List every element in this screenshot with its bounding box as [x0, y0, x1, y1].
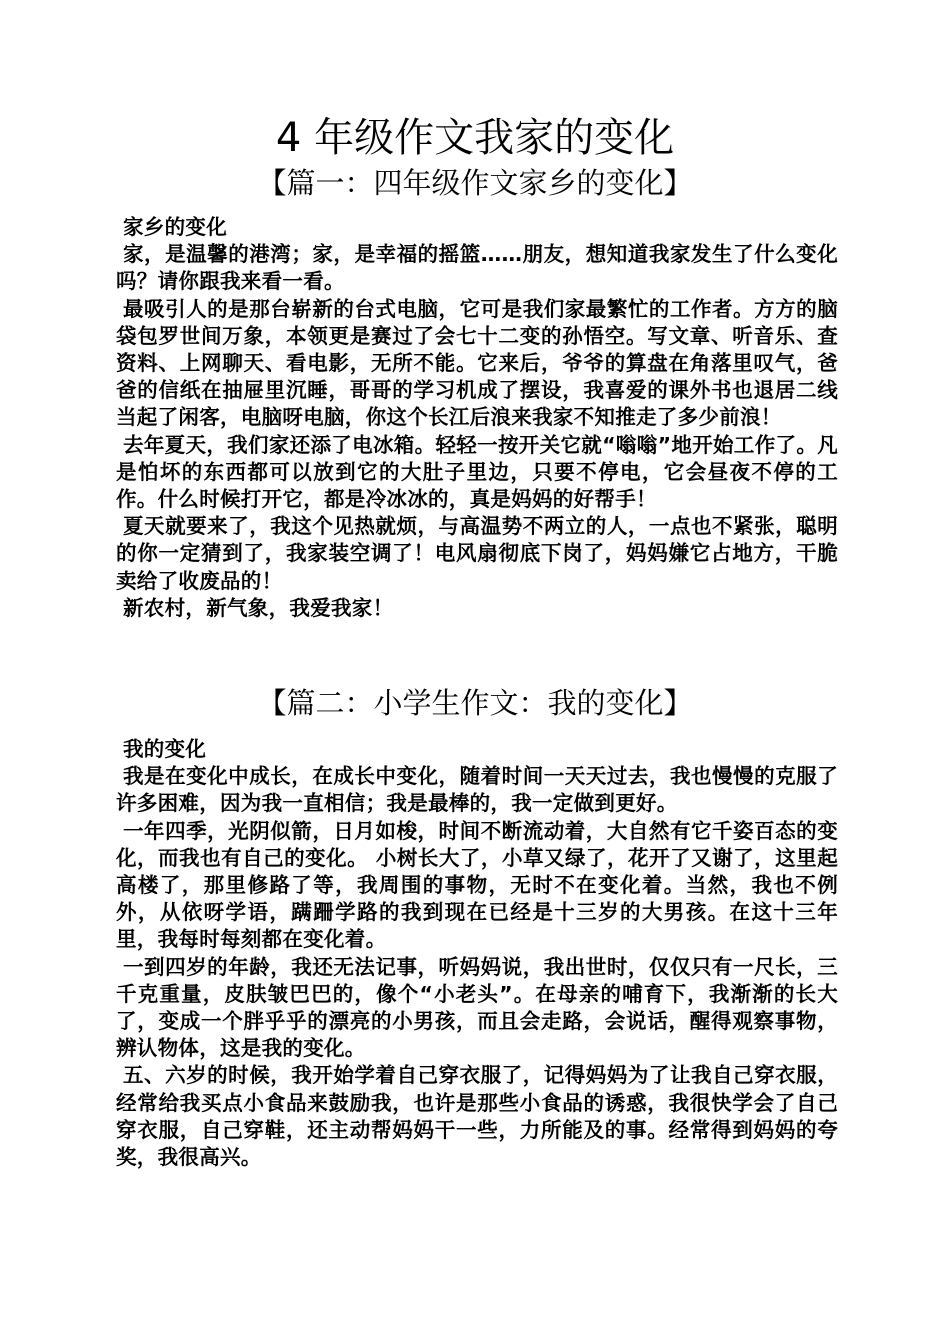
section-1-paragraph: 新农村，新气象，我爱我家！ — [123, 595, 394, 620]
section-1-body — [116, 214, 838, 622]
document-title: 4 年级作文我家的变化 — [275, 115, 675, 161]
section-1-paragraph: 去年夏天，我们家还添了电冰箱。轻轻一按开关它就“嗡嗡”地开始工作了。凡是怕坏的东西都可以放到它的大肚子里边，只要不停电，它会昼夜不停的工作。什么时候打开它，都是冷冰冰的，真是妈妈的好帮手！ — [116, 432, 838, 512]
section-2-body — [116, 736, 838, 1171]
section-2-paragraph: 一年四季，光阴似箭，日月如梭，时间不断流动着，大自然有它千姿百态的变化，而我也有自己的变化。 小树长大了，小草又绿了，花开了又谢了，这里起高楼了，那里修路了等，我周围的事物，无时不在变化着。当然，我也不例外，从依呀学语，蹒跚学路的我到现在已经是十三岁的大男孩。在这十三年里，我每时每刻都在变化着。 — [116, 818, 838, 952]
section-1-subtitle: 家乡的变化 — [123, 215, 227, 239]
section-2-paragraph: 一到四岁的年龄，我还无法记事，听妈妈说，我出世时，仅仅只有一尺长，三千克重量，皮肤皱巴巴的，像个“小老头”。在母亲的哺育下，我渐渐的长大了，变成一个胖乎乎的漂亮的小男孩，而且会走路，会说话，醒得观察事物，辨认物体，这是我的变化。 — [116, 954, 838, 1061]
section-1-paragraph: 最吸引人的是那台崭新的台式电脑，它可是我们家最繁忙的工作者。方方的脑袋包罗世间万象，本领更是赛过了会七十二变的孙悟空。写文章、听音乐、查资料、上网聊天、看电影，无所不能。它来后，爷爷的算盘在角落里叹气，爸爸的信纸在抽屉里沉睡，哥哥的学习机成了摆设，我喜爱的课外书也退居二线当起了闲客，电脑呀电脑，你这个长江后浪来我家不知推走了多少前浪！ — [116, 296, 838, 430]
section-1-paragraph: 夏天就要来了，我这个见热就烦，与高温势不两立的人，一点也不紧张，聪明的你一定猜到了，我家装空调了！电风扇彻底下岗了，妈妈嫌它占地方，干脆卖给了收废品的！ — [116, 514, 838, 593]
section-2-paragraph: 五、六岁的时候，我开始学着自己穿衣服了，记得妈妈为了让我自己穿衣服，经常给我买点小食品来鼓励我，也许是那些小食品的诱惑，我很快学会了自己穿衣服，自己穿鞋，还主动帮妈妈干一些，力所能及的事。经常得到妈妈的夸奖，我很高兴。 — [116, 1063, 838, 1170]
section-2-paragraph: 我是在变化中成长，在成长中变化，随着时间一天天过去，我也慢慢的克服了许多困难，因为我一直相信；我是最棒的，我一定做到更好。 — [116, 764, 838, 816]
section-2-subtitle: 我的变化 — [123, 737, 207, 761]
section-1-paragraph: 家，是温馨的港湾；家，是幸福的摇篮……朋友，想知道我家发生了什么变化吗？请你跟我来看一看。 — [116, 242, 838, 294]
section-2-heading: 【篇二：小学生作文：我的变化】 — [257, 686, 693, 720]
section-1-heading: 【篇一：四年级作文家乡的变化】 — [257, 166, 693, 200]
